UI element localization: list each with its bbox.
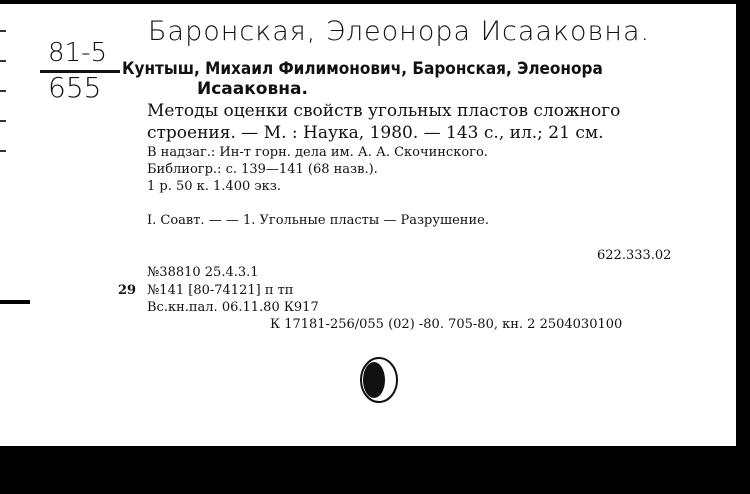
shelf-mark-bottom: 655 [48,71,102,104]
title-line-1: Методы оценки свойств угольных пластов сложного [147,101,621,121]
scan-left-dash [0,60,6,62]
punch-hole-icon [358,355,400,405]
number-line-1: №38810 25.4.3.1 [147,265,259,280]
note-line-2: Библиогр.: с. 139—141 (68 назв.). [147,162,378,177]
handwritten-title: Баронская, Элеонора Исааковна. [148,16,651,47]
number-line-2: №141 [80-74121] п тп [147,283,294,298]
scan-left-dash [0,120,6,122]
udc-index: 622.333.02 [597,248,672,263]
title-line-2: строения. — М. : Наука, 1980. — 143 с., ил.; 21 см. [147,123,604,143]
scan-left-dash [0,150,6,152]
scan-left-tick [0,300,30,304]
scan-left-dash [0,30,6,32]
scan-left-edge [0,4,30,446]
note-line-3: 1 р. 50 к. 1.400 экз. [147,179,282,194]
scan-left-dash [0,90,6,92]
number-line-3: Вс.кн.пал. 06.11.80 К917 [147,300,319,315]
scan-border-top [0,0,750,4]
tracing-line: I. Соавт. — — 1. Угольные пласты — Разрушение. [147,213,489,228]
shelf-mark-top: 81-5 [48,38,108,68]
author-line-2: Исааковна. [197,79,308,99]
scan-border-bottom [0,446,750,494]
author-line-1: Кунтыш, Михаил Филимонович, Баронская, Элеонора [122,59,603,79]
note-line-1: В надзаг.: Ин-т горн. дела им. А. А. Скочинского. [147,145,488,160]
scan-border-right [736,0,750,494]
number-29: 29 [118,283,137,298]
number-line-4: К 17181-256/055 (02) -80. 705-80, кн. 2 2504030100 [270,317,623,332]
